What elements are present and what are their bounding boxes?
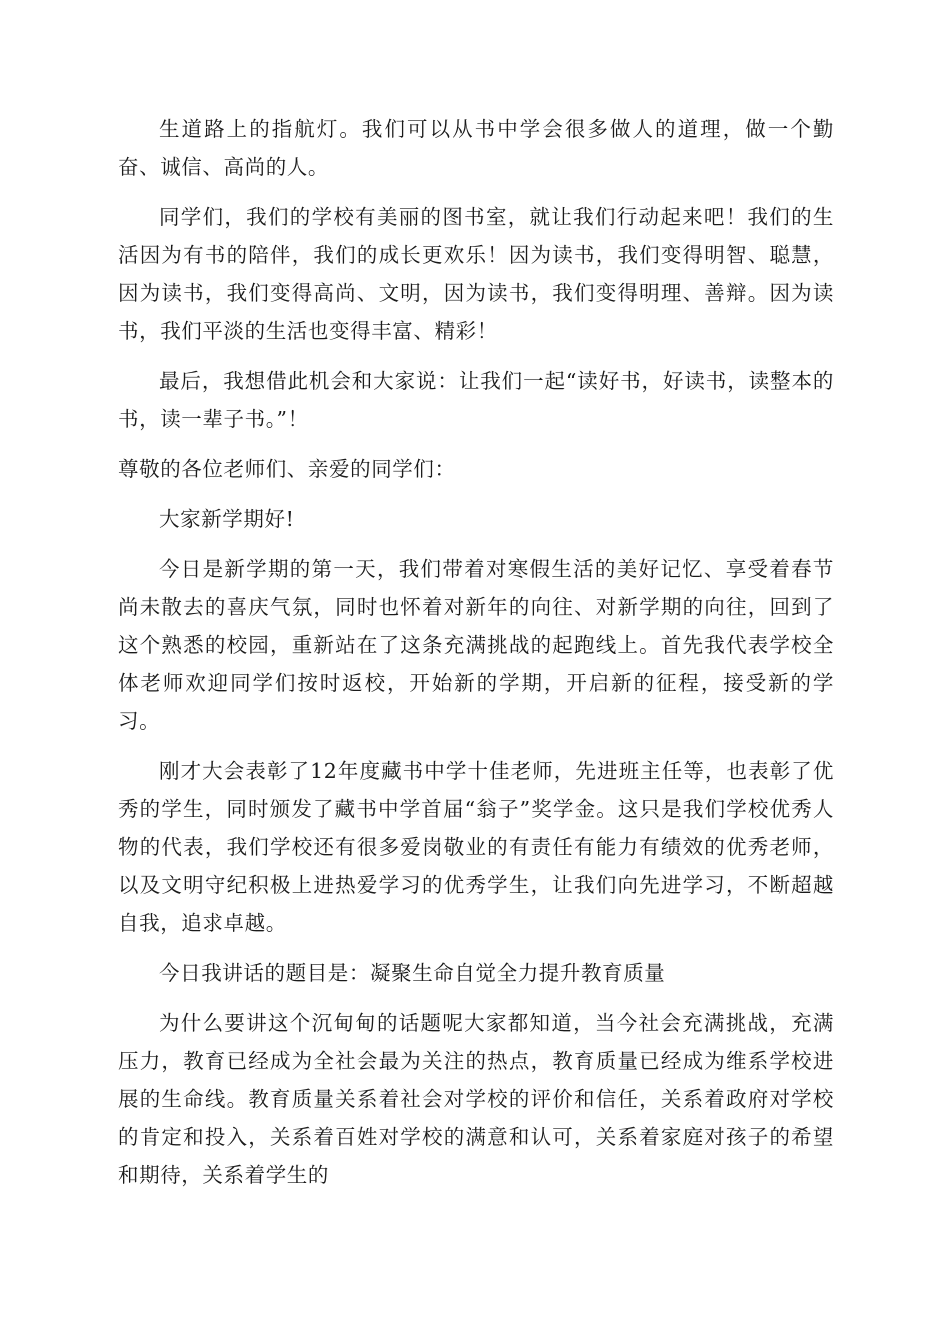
greeting: 大家新学期好! — [159, 507, 295, 531]
paragraph-commendation: 刚才大会表彰了12年度藏书中学十佳老师，先进班主任等，也表彰了优秀的学生，同时颁发了藏书中学首届“翁子”奖学金。这只是我们学校优秀人物的代表，我们学校还有很多爱岗敬业的有责任有能力有绩效的优秀老师，以及文明守纪积极上进热爱学习的优秀学生，让我们向先进学习，不断超越自我，追求卓越。 — [118, 759, 834, 935]
paragraph-education-quality: 为什么要讲这个沉甸甸的话题呢大家都知道，当今社会充满挑战，充满压力，教育已经成为全社会最为关注的热点，教育质量已经成为维系学校进展的生命线。教育质量关系着社会对学校的评价和信任，关系着政府对学校的肯定和投入，关系着百姓对学校的满意和认可，关系着家庭对孩子的希望和期待，关系着学生的 — [118, 1011, 834, 1187]
document-body — [118, 110, 834, 1206]
paragraph-closing: 最后，我想借此机会和大家说：让我们一起“读好书，好读书，读整本的书，读一辈子书。”！ — [118, 369, 834, 431]
paragraph-new-semester: 今日是新学期的第一天，我们带着对寒假生活的美好记忆、享受着春节尚未散去的喜庆气氛，同时也怀着对新年的向往、对新学期的向往，回到了这个熟悉的校园，重新站在了这条充满挑战的起跑线上。首先我代表学校全体老师欢迎同学们按时返校，开始新的学期，开启新的征程，接受新的学习。 — [118, 557, 834, 733]
paragraph-library: 同学们，我们的学校有美丽的图书室，就让我们行动起来吧！我们的生活因为有书的陪伴，我们的成长更欢乐！因为读书，我们变得明智、聪慧，因为读书，我们变得高尚、文明，因为读书，我们变得明理、善辩。因为读书，我们平淡的生活也变得丰富、精彩！ — [118, 205, 834, 343]
paragraph-speech-title: 今日我讲话的题目是：凝聚生命自觉全力提升教育质量 — [159, 961, 666, 985]
salutation: 尊敬的各位老师们、亲爱的同学们： — [118, 457, 456, 481]
paragraph-reading-guide: 生道路上的指航灯。我们可以从书中学会很多做人的道理，做一个勤奋、诚信、高尚的人。 — [118, 117, 834, 179]
